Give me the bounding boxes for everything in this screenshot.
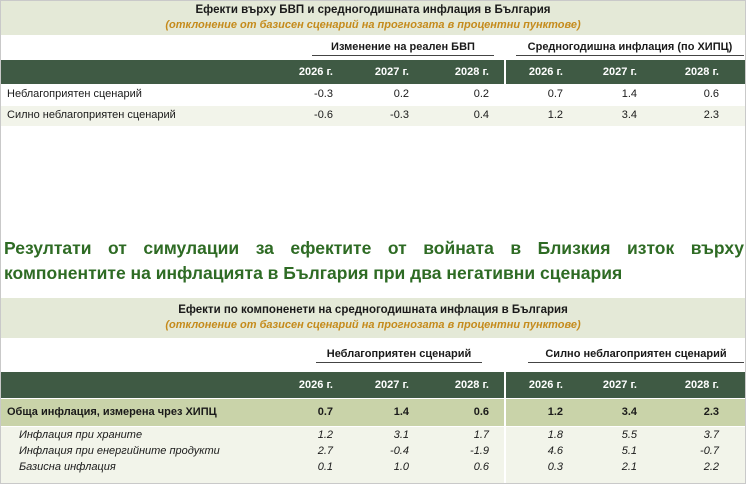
table-cell: -0.3: [314, 88, 333, 100]
table2-year-header: 2028 г.: [454, 379, 489, 391]
table2-year-header: 2026 г.: [528, 379, 563, 391]
table-cell: 2.1: [621, 461, 637, 473]
row-label: Неблагоприятен сценарий: [7, 88, 142, 100]
table1-group-inflation: Средногодишна инфлация (по ХИПЦ): [516, 39, 744, 56]
table-cell: 0.6: [473, 461, 489, 473]
table-cell: 1.8: [547, 429, 563, 441]
table-cell: 0.6: [703, 88, 719, 100]
table2-year-header: 2027 г.: [374, 379, 409, 391]
table1-year-band: [1, 60, 745, 84]
table-cell: 5.5: [621, 429, 637, 441]
table1-year-header: 2027 г.: [374, 66, 409, 78]
table-cell: 2.2: [703, 461, 719, 473]
table-cell: 2.3: [703, 109, 719, 121]
table-cell: 3.4: [621, 406, 637, 418]
table-cell: 1.7: [473, 429, 489, 441]
table2-group-severe: Силно неблагоприятен сценарий: [528, 346, 744, 363]
table-cell: -0.7: [700, 445, 719, 457]
table1-title: Ефекти върху БВП и средногодишната инфлация в България: [195, 4, 551, 16]
table-cell: 3.4: [621, 109, 637, 121]
section-heading: Резултати от симулации за ефектите от войната в Близкия изток върху компонентите на инфлацията в България при два негативни сценария: [4, 238, 744, 283]
table-cell: -1.9: [470, 445, 489, 457]
table1-subtitle: (отклонение от базисен сценарий на прогнозата в процентни пунктове): [165, 19, 581, 31]
table1-title-block: [1, 1, 745, 35]
table-cell: 0.4: [473, 109, 489, 121]
table-cell: 0.7: [317, 406, 333, 418]
table-cell: 3.1: [393, 429, 409, 441]
table2-subtitle: (отклонение от базисен сценарий на прогнозата в процентни пунктове): [165, 319, 581, 331]
table-row: [1, 86, 745, 106]
table2-year-header: 2026 г.: [298, 379, 333, 391]
row-label: Обща инфлация, измерена чрез ХИПЦ: [7, 406, 217, 418]
table-cell: 1.4: [621, 88, 637, 100]
row-label: Инфлация при енергийните продукти: [19, 445, 220, 457]
table-cell: 5.1: [621, 445, 637, 457]
table-cell: -0.4: [390, 445, 409, 457]
table2-year-header: 2027 г.: [602, 379, 637, 391]
table-cell: 0.1: [317, 461, 333, 473]
table-cell: 1.2: [317, 429, 333, 441]
components-block: [1, 427, 745, 483]
table-cell: 1.2: [547, 109, 563, 121]
table2-year-band: [1, 372, 745, 398]
table-cell: 1.2: [547, 406, 563, 418]
table-cell: 0.7: [547, 88, 563, 100]
table1-year-header: 2027 г.: [602, 66, 637, 78]
table1-year-header: 2026 г.: [298, 66, 333, 78]
row-label: Силно неблагоприятен сценарий: [7, 109, 176, 121]
table-cell: 2.7: [317, 445, 333, 457]
table1-group-gdp: Изменение на реален БВП: [312, 39, 494, 56]
table-cell: 0.2: [393, 88, 409, 100]
table-cell: 2.3: [703, 406, 719, 418]
table1-year-header: 2026 г.: [528, 66, 563, 78]
table2-title-block: [1, 298, 745, 338]
table-row-total: [1, 399, 745, 426]
table-cell: 3.7: [703, 429, 719, 441]
row-label: Базисна инфлация: [19, 461, 116, 473]
row-label: Инфлация при храните: [19, 429, 143, 441]
table-cell: 1.4: [393, 406, 409, 418]
table2-year-header: 2028 г.: [684, 379, 719, 391]
table2-title: Ефекти по компоненети на средногодишната инфлация в България: [178, 304, 568, 316]
table-cell: -0.3: [390, 109, 409, 121]
table-cell: 0.2: [473, 88, 489, 100]
table-row: [1, 106, 745, 126]
table-cell: -0.6: [314, 109, 333, 121]
table1-year-header: 2028 г.: [684, 66, 719, 78]
table2-group-adverse: Неблагоприятен сценарий: [316, 346, 482, 363]
table-cell: 4.6: [547, 445, 563, 457]
table-cell: 1.0: [393, 461, 409, 473]
table1-year-header: 2028 г.: [454, 66, 489, 78]
table-cell: 0.6: [473, 406, 489, 418]
table-cell: 0.3: [547, 461, 563, 473]
